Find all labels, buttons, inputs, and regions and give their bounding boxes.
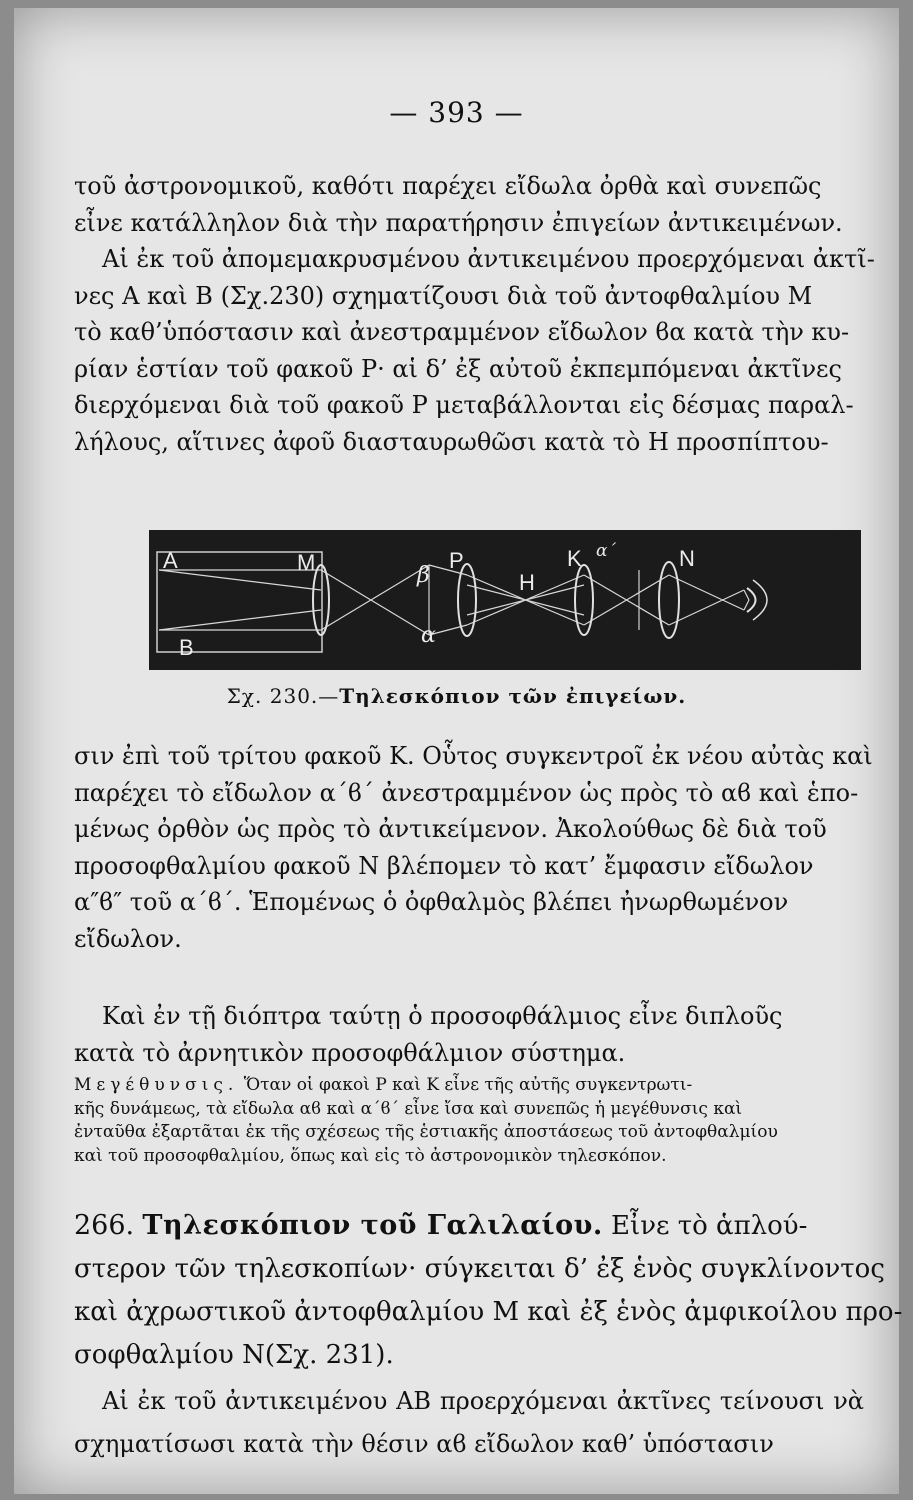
telescope-figure — [149, 530, 861, 670]
note-line-1 — [74, 1074, 874, 1098]
page-number: — 393 — — [389, 96, 524, 129]
text-line: Αἱ ἐκ τοῦ ἀντικειμένου ΑΒ προερχόμεναι ἀκτῖνες τείνουσι — [102, 1387, 825, 1415]
paragraph-1 — [74, 168, 875, 460]
label-b: B — [179, 635, 194, 660]
section-heading-line — [74, 1204, 874, 1248]
label-p: P — [449, 548, 464, 573]
text-line: εἴδωλον. — [74, 924, 182, 953]
text-line: μένως ὀρθὸν ὡς πρὸς τὸ ἀντικείμενον. Ἀκολούθως δὲ διὰ τοῦ — [74, 815, 827, 843]
text-line: κατὰ τὸ ἀρνητικὸν προσοφθάλμιον σύστημα. — [74, 1038, 626, 1067]
note-label: Μεγέθυνσις. — [74, 1075, 239, 1095]
paragraph-3 — [74, 998, 864, 1071]
text-line: τὸ καθ’ὑπόστασιν καὶ ἀνεστραμμένον εἴδωλον ϐα κατὰ τὴν κυ- — [74, 318, 850, 346]
text-line: στερον τῶν τηλεσκοπίων· σύγκειται δ’ ἐξ ἑνὸς συγκλίνοντος — [74, 1254, 885, 1284]
text-line: παρέχει τὸ εἴδωλον α΄ϐ΄ ἀνεστραμμένον ὡς πρὸς τὸ αϐ καὶ ἑπο- — [74, 778, 859, 807]
label-beta: β — [417, 563, 430, 588]
label-m: M — [297, 550, 316, 575]
section-266 — [74, 1204, 903, 1377]
paragraph-2 — [74, 738, 873, 957]
text-line: λήλους, αἵτινες ἀφοῦ διασταυρωθῶσι κατὰ τὸ Η προσπίπτου- — [74, 427, 829, 456]
paragraph-4 — [74, 1380, 864, 1466]
book-page — [14, 8, 903, 1494]
text-line: προσοφθαλμίου φακοῦ Ν βλέπομεν τὸ κατ’ ἔμφασιν εἴδωλον — [74, 851, 814, 880]
text-line: Αἱ ἐκ τοῦ ἀπομεμακρυσμένου ἀντικειμένου προερχόμεναι ἀκτῖ- — [102, 245, 875, 273]
label-h: H — [519, 570, 535, 595]
section-number: 266. — [74, 1210, 135, 1241]
section-title: Τηλεσκόπιον τοῦ Γαλιλαίου. — [142, 1210, 603, 1241]
note-text: Ὅταν οἱ φακοὶ Ρ καὶ Κ εἶνε τῆς αὐτῆς συγκεντρωτι- — [243, 1075, 693, 1095]
magnification-note — [74, 1074, 874, 1168]
caption-prefix: Σχ. 230.— — [226, 684, 340, 708]
section-text: Εἶνε τὸ ἁπλού- — [611, 1211, 808, 1241]
label-alpha: α — [421, 623, 436, 648]
text-line: εἶνε κατάλληλον διὰ τὴν παρατήρησιν ἐπιγείων ἀντικειμένων. — [74, 208, 843, 237]
caption-title: Τηλεσκόπιον τῶν ἐπιγείων. — [339, 684, 687, 708]
note-line: κῆς δυνάμεως, τὰ εἴδωλα αϐ καὶ α΄ϐ΄ εἶνε ἴσα καὶ συνεπῶς ἡ μεγέθυνσις καὶ — [74, 1098, 743, 1119]
text-line: σιν ἐπὶ τοῦ τρίτου φακοῦ Κ. Οὗτος συγκεντροῖ ἐκ νέου αὐτὰς καὶ — [74, 742, 873, 770]
label-n: N — [679, 546, 695, 571]
text-line: Καὶ ἐν τῇ διόπτρα ταύτῃ ὁ προσοφθάλμιος εἶνε διπλοῦς — [102, 1002, 783, 1030]
text-line: νὰ σχηματίσωσι κατὰ τὴν θέσιν αϐ εἴδωλον καθ’ ὑπόστασιν — [74, 1387, 864, 1458]
text-line: τοῦ ἀστρονομικοῦ, καθότι παρέχει εἴδωλα ὀρθὰ καὶ συνεπῶς — [74, 172, 822, 200]
text-line: καὶ ἀχρωστικοῦ ἀντοφθαλμίου Μ καὶ ἐξ ἑνὸς ἀμφικοίλου προ- — [74, 1297, 903, 1327]
label-a: A — [163, 548, 178, 573]
note-line: ἐνταῦθα ἐξαρτᾶται ἐκ τῆς σχέσεως τῆς ἑστιακῆς ἀποστάσεως τοῦ ἀντοφθαλμίου — [74, 1122, 778, 1142]
text-line: διερχόμεναι διὰ τοῦ φακοῦ Ρ μεταβάλλονται εἰς δέσμας παραλ- — [74, 391, 854, 419]
text-line: ρίαν ἑστίαν τοῦ φακοῦ Ρ· αἱ δ’ ἐξ αὐτοῦ ἐκπεμπόμεναι ἀκτῖνες — [74, 354, 842, 383]
text-line: α″ϐ″ τοῦ α΄ϐ΄. Ἑπομένως ὁ ὀφθαλμὸς βλέπει ἠνωρθωμένον — [74, 888, 789, 916]
text-line: σοφθαλμίου Ν(Σχ. 231). — [74, 1340, 394, 1370]
figure-caption — [14, 684, 899, 708]
label-alpha-prime: α´ — [596, 541, 616, 561]
text-line: νες Α καὶ Β (Σχ.230) σχηματίζουσι διὰ τοῦ ἀντοφθαλμίου Μ — [74, 281, 813, 310]
telescope-diagram — [149, 530, 861, 670]
note-line: καὶ τοῦ προσοφθαλμίου, ὅπως καὶ εἰς τὸ ἀστρονομικὸν τηλεσκόπον. — [74, 1145, 667, 1166]
label-k: K — [567, 546, 582, 571]
